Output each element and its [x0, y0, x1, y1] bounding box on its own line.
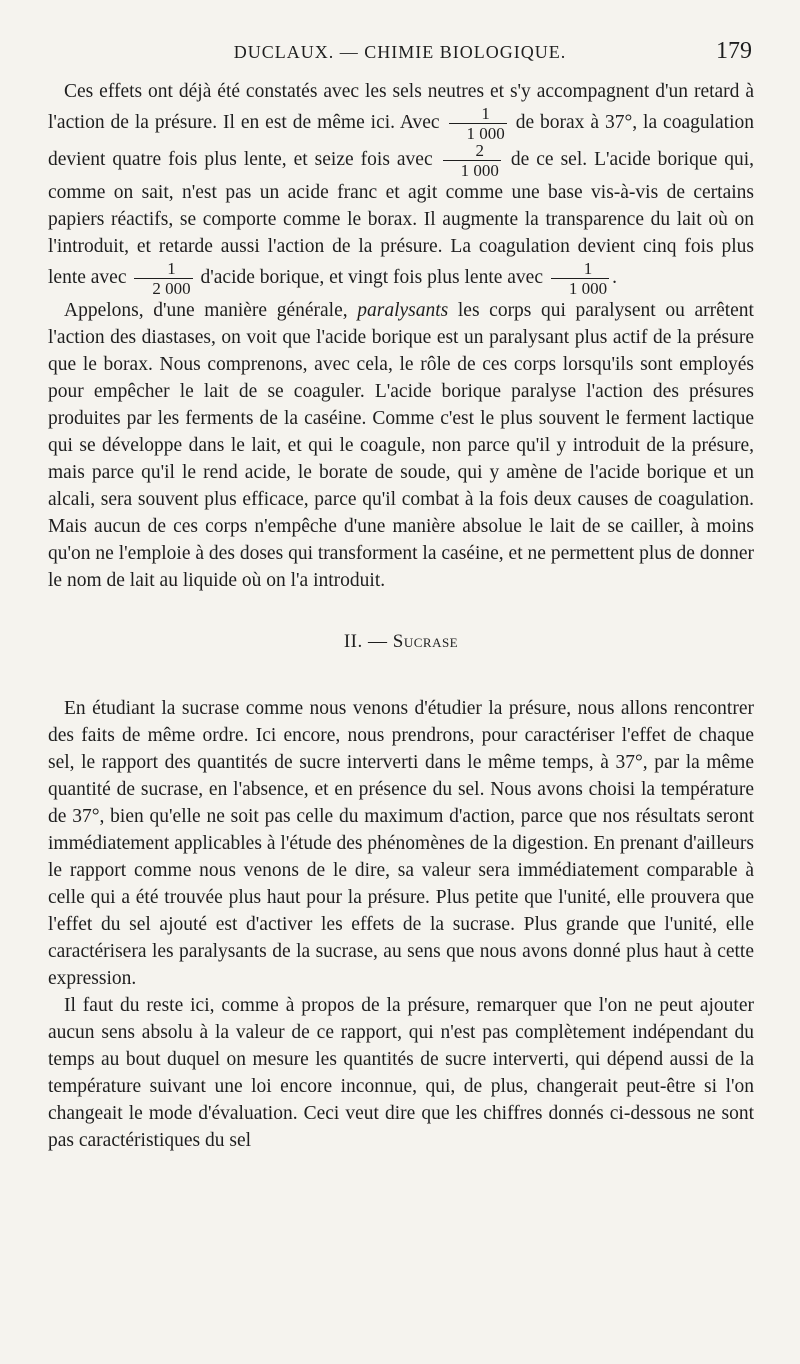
- paragraph-rapport: Il faut du reste ici, comme à propos de la présure, remarquer que l'on ne peut ajouter aucun sens absolu à la valeur de ce rapport, qui n'est pas complètement indépendant du temps au bout duquel on mesure les quantités de sucre interverti, qui dépend aussi de la température suivant une loi encore inconnue, qui, de plus, changerait peut-être si l'on changeait le mode d'évaluation. Ceci veut dire que les chiffres donnés ci-dessous ne sont pas caractéristiques du sel: [48, 995, 754, 1151]
- text-line: d'acide borique, et vingt fois plus lente avec: [200, 266, 543, 288]
- punctuation: .: [612, 266, 617, 288]
- running-head: DUCLAUX. — CHIMIE BIOLOGIQUE.: [233, 42, 567, 62]
- section-title: Sucrase: [392, 631, 459, 652]
- text-run: les corps qui paralysent ou arrêtent l'action des diastases, on voit que l'acide borique est un paralysant plus actif de la présure que le borax. Nous comprenons, avec cela, le rôle de ces corps lorsqu'ils sont employés pour empêcher le lait de se coaguler. L'acide borique paralyse l'action des présures produites par les ferments de la caséine. Comme c'est le plus souvent le ferment lactique qui se développe dans le lait, et qui le coagule, non parce qu'il y introduit de la présure, mais parce qu'il le rend acide, le borate de soude, qui y amène de l'acide borique et un alcali, sera souvent plus efficace, parce qu'il combat à la fois deux causes de coagulation. Mais aucun de ces corps n'empêche d'une manière absolue le lait de se cailler, à moins qu'on ne l'emploie à des doses qui transforment la caséine, et ne permettent plus de donner le nom de lait au liquide où on l'a introduit.: [48, 300, 754, 591]
- section-number: II. —: [343, 631, 388, 652]
- paragraph-borax: [48, 78, 754, 297]
- paragraph-sucrase: En étudiant la sucrase comme nous venons d'étudier la présure, nous allons rencontrer des faits de même ordre. Ici encore, nous prendrons, pour caractériser l'effet de chaque sel, le rapport des quantités de sucre interverti dans le même temps, à 37°, par la même quantité de sucrase, en l'absence, et en présence du sel. Nous avons choisi la température de 37°, bien qu'elle ne soit pas celle du maximum d'action, parce que nos résultats seront immédiatement applicables à l'étude des phénomènes de la digestion. En prenant d'ailleurs le rapport comme nous venons de le dire, sa valeur sera immédiatement comparable à celle qui a été trouvée plus haut pour la présure. Plus petite que l'unité, elle prouvera que l'effet du sel ajouté est d'activer les effets de la sucrase. Plus grande que l'unité, elle caractérisera les paralysants de la sucrase, au sens que nous avons donné plus haut à cette expression.: [48, 698, 754, 989]
- page-number: 179: [716, 38, 752, 64]
- text-line: ce sel. L'acide borique qui, comme on sait, n'est pas un acide franc et agit comme une base vis-à-vis de certains papiers réactifs, se comporte comme le borax. Il augmente la transparence du lait où on l'introduit, et retarde aussi: [48, 148, 755, 257]
- fraction-1-2000: $\frac{1}{2 000}$: [134, 260, 192, 297]
- body-text: [48, 78, 754, 1154]
- emphasis-paralysants: paralysants: [357, 300, 449, 321]
- page-header: [48, 38, 752, 68]
- paragraph-paralysants: [48, 297, 754, 594]
- fraction-2-1000: $\frac{2}{1 000}$: [443, 142, 501, 179]
- text-line: de: [510, 148, 530, 170]
- text-line: l'action de la présure. La coagulation devient cinq fois plus lente avec: [48, 236, 755, 288]
- text-run: Appelons, d'une manière générale,: [64, 300, 348, 321]
- text-line: de borax: [515, 111, 585, 133]
- text-line: à 37°, la coagulation devient quatre fois plus lente, et seize fois avec: [48, 111, 755, 170]
- text-line: d'un retard à l'action de la présure. Il en est de même ici. Avec: [48, 81, 754, 133]
- section-heading: [48, 628, 754, 655]
- text-line: Ces effets ont déjà été constatés avec les sels neutres et s'y accompagnent: [64, 81, 650, 102]
- fraction-1-1000: $\frac{1}{1 000}$: [449, 105, 507, 142]
- fraction-1-1000-b: $\frac{1}{1 000}$: [551, 260, 609, 297]
